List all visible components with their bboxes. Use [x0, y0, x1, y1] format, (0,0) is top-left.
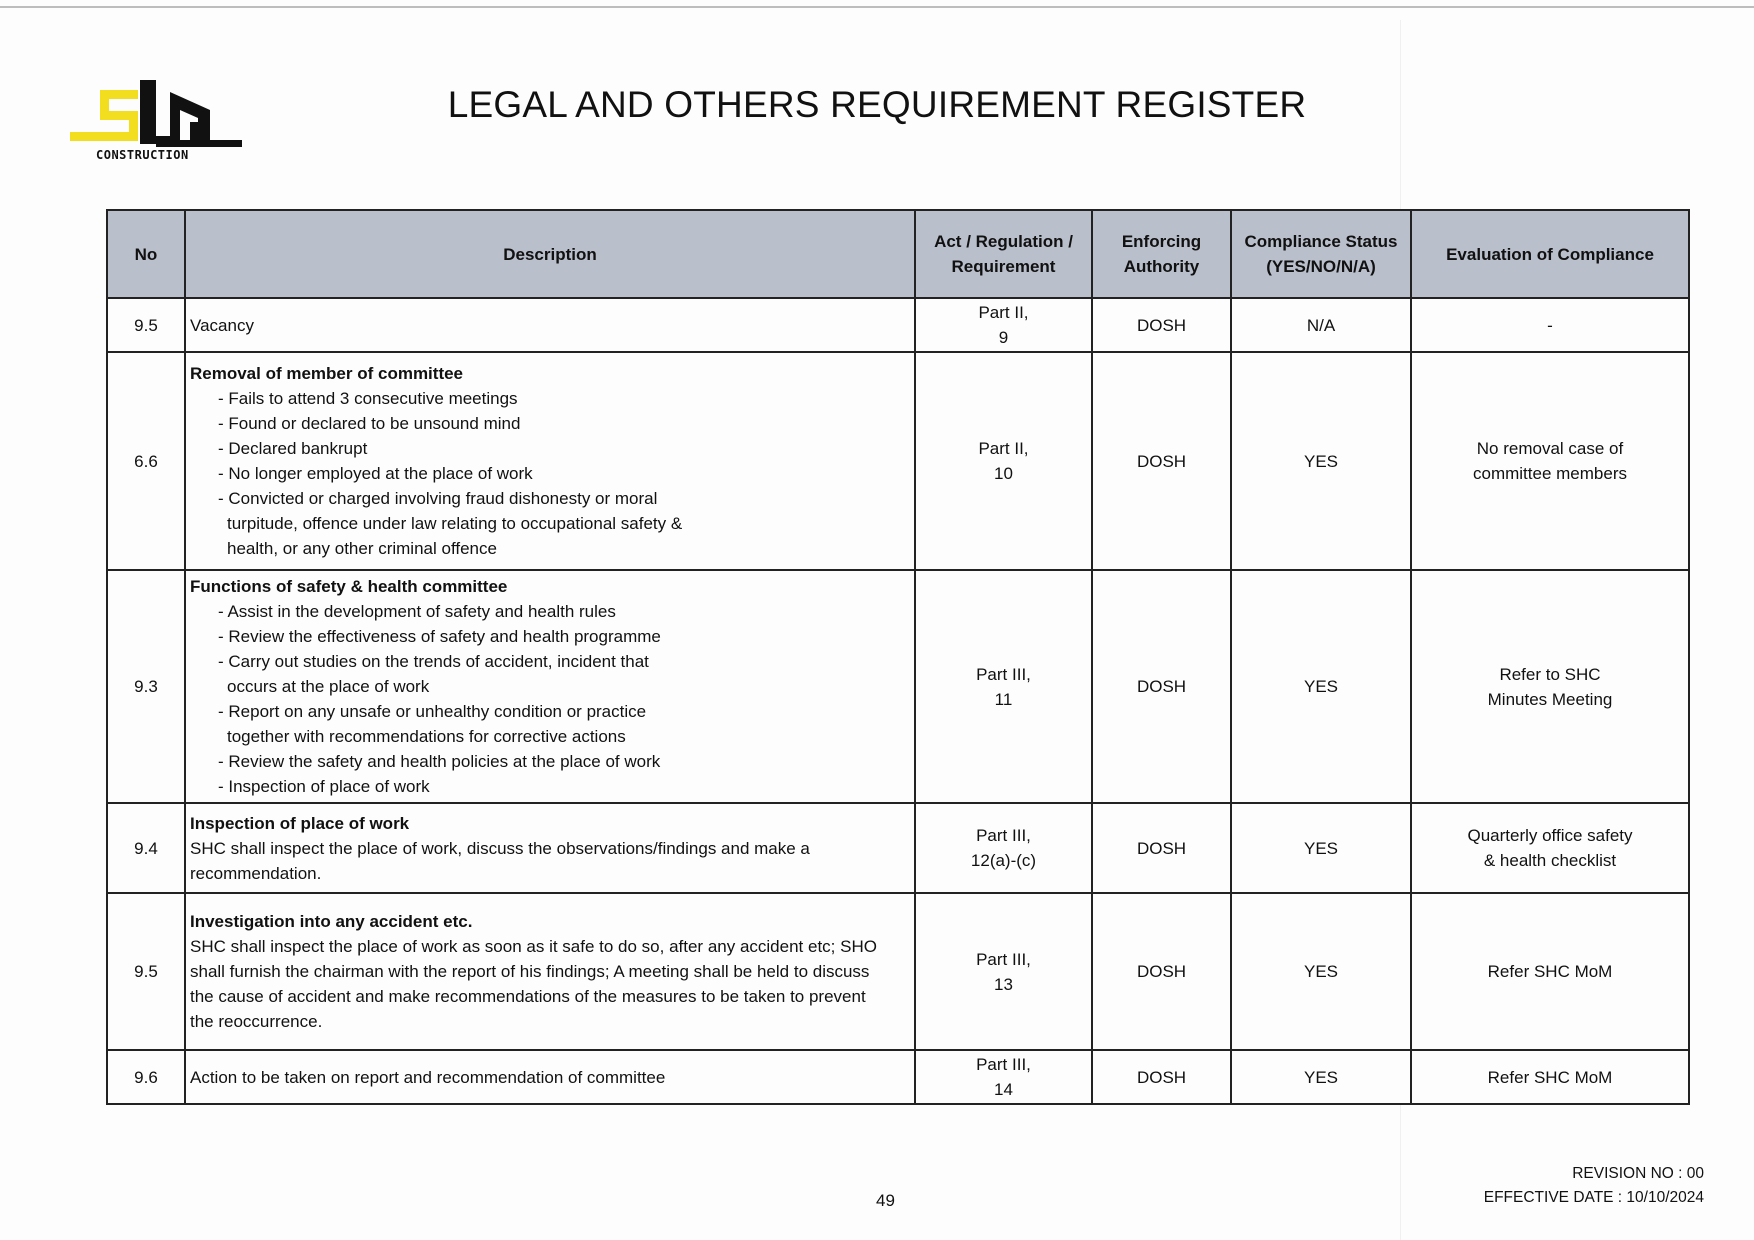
cell-description	[185, 570, 915, 803]
description-bullet: - Inspection of place of work	[218, 777, 430, 796]
description-heading: Inspection of place of work	[190, 813, 410, 833]
requirement-register-table	[106, 209, 1690, 1105]
evaluation-line2: committee members	[1473, 464, 1627, 483]
description-heading: Functions of safety & health committee	[190, 577, 508, 596]
col-header-authority	[1092, 210, 1231, 298]
description-bullet-continuation: turpitude, offence under law relating to occupational safety &	[227, 514, 683, 533]
table-row	[107, 893, 1689, 1050]
cell-status: YES	[1231, 352, 1411, 570]
table-row	[107, 352, 1689, 570]
table-row	[107, 803, 1689, 893]
description-bullet: - Review the safety and health policies at the place of work	[218, 752, 661, 771]
description-bullet: - Report on any unsafe or unhealthy condition or practice	[218, 702, 647, 721]
cell-no: 9.5	[107, 298, 185, 352]
revision-block	[1484, 1162, 1704, 1210]
description-bullet: - Review the effectiveness of safety and health programme	[218, 627, 661, 646]
cell-no: 9.4	[107, 803, 185, 893]
act-line2: 12(a)-(c)	[970, 851, 1037, 870]
description-line: the cause of accident and make recommendations of the measures to be taken to prevent	[190, 987, 866, 1006]
cell-act	[915, 352, 1092, 570]
description-line: Vacancy	[190, 315, 254, 335]
evaluation-line2: Minutes Meeting	[1487, 689, 1613, 709]
description-line: SHC shall inspect the place of work as soon as it safe to do so, after any accident etc; SHO	[190, 937, 877, 956]
evaluation-line1: Quarterly office safety	[1467, 826, 1633, 845]
description-line: SHC shall inspect the place of work, discuss the observations/findings and make a	[190, 838, 810, 858]
col-header-authority-line2: Authority	[1123, 257, 1200, 276]
description-bullet-continuation: together with recommendations for corrective actions	[227, 727, 626, 746]
act-line1: Part II,	[978, 439, 1029, 458]
table-header-row	[107, 210, 1689, 298]
cell-description	[185, 352, 915, 570]
act-line1: Part III,	[976, 1055, 1031, 1074]
cell-status: YES	[1231, 1050, 1411, 1104]
act-line1: Part III,	[976, 949, 1031, 969]
description-heading: Investigation into any accident etc.	[190, 912, 473, 931]
description-bullet-continuation: health, or any other criminal offence	[227, 539, 497, 558]
cell-authority: DOSH	[1092, 352, 1231, 570]
description-bullet: - Found or declared to be unsound mind	[218, 414, 521, 433]
cell-status: YES	[1231, 893, 1411, 1050]
cell-evaluation: Refer SHC MoM	[1411, 893, 1689, 1050]
act-line1: Part III,	[976, 664, 1031, 684]
col-header-authority-line1: Enforcing	[1121, 232, 1202, 251]
description-line: recommendation.	[190, 863, 322, 883]
cell-no: 9.6	[107, 1050, 185, 1104]
act-line1: Part III,	[976, 826, 1031, 845]
cell-act	[915, 893, 1092, 1050]
cell-status: YES	[1231, 570, 1411, 803]
cell-act	[915, 1050, 1092, 1104]
cell-act	[915, 803, 1092, 893]
act-line1: Part II,	[978, 303, 1029, 322]
cell-authority: DOSH	[1092, 893, 1231, 1050]
description-bullet: - No longer employed at the place of work	[218, 464, 533, 483]
col-header-act	[915, 210, 1092, 298]
cell-description	[185, 298, 915, 352]
evaluation-line1: Refer to SHC	[1499, 664, 1601, 684]
act-line2: 10	[994, 464, 1013, 483]
table-row	[107, 298, 1689, 352]
description-line: shall furnish the chairman with the report of his findings; A meeting shall be held to discuss	[190, 962, 870, 981]
col-header-status-line2: (YES/NO/N/A)	[1266, 257, 1376, 276]
description-bullet: - Assist in the development of safety and health rules	[218, 602, 616, 621]
logo-text: CONSTRUCTION	[96, 148, 189, 162]
cell-evaluation: Refer SHC MoM	[1411, 1050, 1689, 1104]
description-bullet: - Declared bankrupt	[218, 439, 368, 458]
cell-authority: DOSH	[1092, 298, 1231, 352]
evaluation-line1: No removal case of	[1476, 439, 1624, 458]
cell-description	[185, 1050, 915, 1104]
cell-evaluation	[1411, 570, 1689, 803]
cell-no: 9.5	[107, 893, 185, 1050]
effective-date: EFFECTIVE DATE : 10/10/2024	[1483, 1189, 1704, 1206]
cell-authority: DOSH	[1092, 1050, 1231, 1104]
col-header-status	[1231, 210, 1411, 298]
scan-top-rule	[0, 6, 1754, 8]
revision-number: REVISION NO : 00	[1572, 1165, 1704, 1182]
col-header-act-line2: Requirement	[951, 257, 1056, 276]
description-bullet: - Fails to attend 3 consecutive meetings	[218, 389, 518, 408]
description-line: Action to be taken on report and recommendation of committee	[190, 1067, 666, 1087]
page-title: LEGAL AND OTHERS REQUIREMENT REGISTER	[447, 84, 1307, 125]
col-header-no: No	[107, 210, 185, 298]
description-bullet-continuation: occurs at the place of work	[227, 677, 430, 696]
cell-no: 6.6	[107, 352, 185, 570]
cell-act	[915, 570, 1092, 803]
act-line2: 13	[994, 974, 1013, 994]
col-header-evaluation: Evaluation of Compliance	[1411, 210, 1689, 298]
evaluation-line2: & health checklist	[1483, 851, 1617, 870]
act-line2: 11	[994, 689, 1013, 709]
act-line2: 14	[994, 1080, 1013, 1099]
description-bullet: - Carry out studies on the trends of accident, incident that	[218, 652, 649, 671]
table-row	[107, 1050, 1689, 1104]
cell-act	[915, 298, 1092, 352]
description-heading: Removal of member of committee	[190, 364, 464, 383]
cell-description	[185, 893, 915, 1050]
cell-status: YES	[1231, 803, 1411, 893]
col-header-act-line1: Act / Regulation /	[934, 232, 1073, 251]
table-row	[107, 570, 1689, 803]
cell-authority: DOSH	[1092, 570, 1231, 803]
description-line: the reoccurrence.	[190, 1012, 323, 1031]
cell-evaluation	[1411, 352, 1689, 570]
col-header-description: Description	[185, 210, 915, 298]
cell-no: 9.3	[107, 570, 185, 803]
act-line2: 9	[998, 328, 1009, 347]
cell-status: N/A	[1231, 298, 1411, 352]
cell-evaluation	[1411, 803, 1689, 893]
description-bullet: - Convicted or charged involving fraud dishonesty or moral	[218, 489, 658, 508]
page-number: 49	[876, 1191, 895, 1210]
cell-authority: DOSH	[1092, 803, 1231, 893]
cell-description	[185, 803, 915, 893]
cell-evaluation: -	[1411, 298, 1689, 352]
col-header-status-line1: Compliance Status	[1244, 232, 1398, 251]
